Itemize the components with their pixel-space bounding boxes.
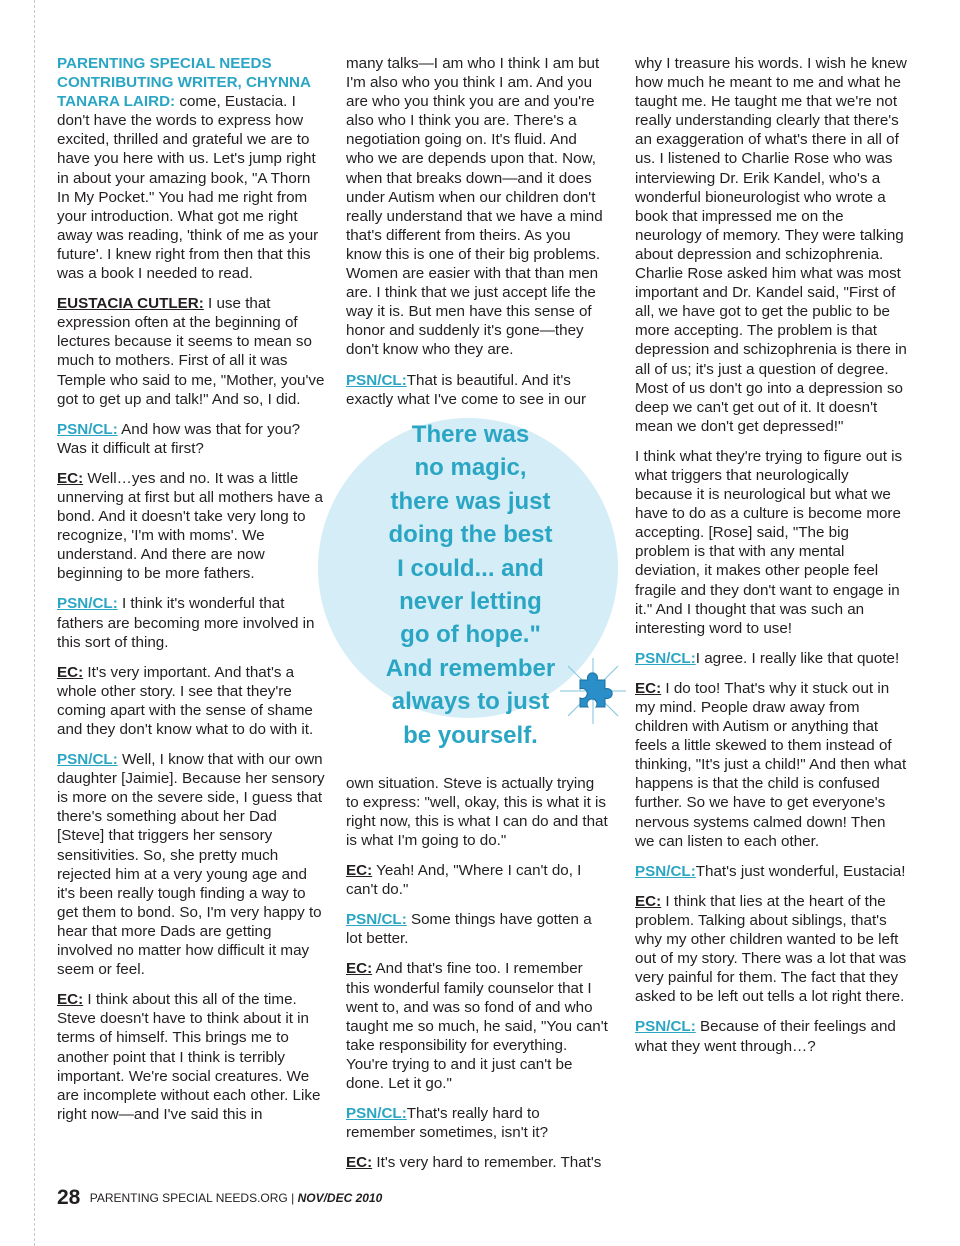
interview-paragraph <box>57 594 325 651</box>
interview-paragraph <box>346 959 608 1093</box>
footer-issue: NOV/DEC 2010 <box>297 1191 383 1205</box>
speaker-label: PSN/CL: <box>635 1018 696 1036</box>
interview-paragraph <box>57 990 325 1124</box>
interview-paragraph <box>57 294 325 409</box>
interview-paragraph <box>57 420 325 458</box>
speaker-label: PSN/CL: <box>635 862 696 880</box>
pull-quote-line: always to just <box>391 688 550 716</box>
speaker-label: PSN/CL: <box>346 1105 407 1123</box>
article-column-3 <box>635 54 907 1067</box>
speaker-label: EC: <box>57 469 84 487</box>
paragraph-text: Well, I know that with our own daughter [Jaimie]. Because her sensory is more on the severe side, I guess that there's something about her Dad [Steve] that triggers her sensory sensitivities. So, she pretty much rejected him at a very young age and it's been really tough finding a way to get them to bond. So, I'm very happy to hear that more Dads are getting involved no matter how difficult it may seem or feel. <box>57 751 325 979</box>
paragraph-text: I think it's wonderful that fathers are becoming more involved in this sort of thing. <box>57 595 315 651</box>
page-footer <box>57 1186 382 1210</box>
interview-paragraph <box>635 447 907 638</box>
footer-separator: | <box>291 1191 295 1205</box>
pull-quote-line: I could... and <box>397 554 544 582</box>
speaker-label: PSN/CL: <box>57 420 118 438</box>
interview-paragraph <box>57 54 325 283</box>
speaker-label: PSN/CL: <box>57 595 118 613</box>
paragraph-text: And how was that for you? Was it difficult at first? <box>57 420 301 457</box>
pull-quote-line: never letting <box>399 588 542 616</box>
interview-paragraph <box>346 371 608 409</box>
paragraph-text: Well…yes and no. It was a little unnerving at first but all mothers have a bond. And it doesn't take very long to recognize, 'I'm with moms'. We understand. And there are now beginning to be more fathers. <box>57 469 323 583</box>
speaker-label: EC: <box>635 679 662 697</box>
speaker-label: EC: <box>635 892 662 910</box>
pull-quote-line: no magic, <box>414 454 527 482</box>
pull-quote-line: there was just <box>390 487 551 515</box>
pull-quote <box>318 418 618 748</box>
interview-paragraph <box>635 649 907 668</box>
speaker-label: EC: <box>346 1154 373 1172</box>
interview-paragraph <box>635 679 907 851</box>
paragraph-text: many talks—I am who I think I am but I'm also who you think I am. And you are who you think you are and you're also who I think you are. There's a negotiation going on. It's fluid. And who we are depends upon that. Now, when that breaks down—and it does under Autism when our children don't really understand that we have a mind that's different from theirs. As you know this is one of their big problems. Women are easier with that than men are. I think that we just accept life the way it is. But men have this sense of honor and suddenly it's gone—they don't know who they are. <box>346 55 603 359</box>
paragraph-text: own situation. Steve is actually trying to express: "well, okay, this is what it is right now, this is what I can do and that is what I'm going to do." <box>346 774 608 849</box>
paragraph-text: Because of their feelings and what they went through…? <box>635 1018 896 1055</box>
interview-paragraph <box>57 469 325 584</box>
speaker-label: PSN/CL: <box>346 371 407 389</box>
paragraph-text: Yeah! And, "Where I can't do, I can't do." <box>346 862 582 899</box>
speaker-label: EC: <box>57 663 84 681</box>
pull-quote-text <box>318 418 623 752</box>
article-column-1 <box>57 54 325 1135</box>
paragraph-text: Some things have gotten a lot better. <box>346 911 592 948</box>
footer-site: PARENTING SPECIAL NEEDS.ORG <box>89 1191 288 1205</box>
paragraph-text: That's really hard to remember sometimes, isn't it? <box>346 1105 549 1142</box>
paragraph-text: I think about this all of the time. Steve doesn't have to think about it in terms of himself. This brings me to another point that I think is terribly important. We're social creatures. We are incomplete without each other. Like right now—and I've said this in <box>57 991 321 1123</box>
speaker-label: EUSTACIA CUTLER: <box>57 295 204 313</box>
pull-quote-line: go of hope." <box>400 621 541 649</box>
interview-paragraph <box>346 1104 608 1142</box>
paragraph-text: come, Eustacia. I don't have the words to express how excited, thrilled and grateful we are to have you here with us. Let's jump right in about your amazing book, "A Thorn In My Pocket." You had me right from your introduction. What got me right away was reading, 'think of me as your future'. I knew right from then that this was a book I needed to read. <box>57 93 319 283</box>
page-number: 28 <box>57 1186 81 1209</box>
page-edge-guide <box>34 0 35 1246</box>
speaker-label: EC: <box>346 862 373 880</box>
paragraph-text: I do too! That's why it stuck out in my mind. People draw away from children with Autism or anything that feels a little skewed to them instead of thinking, "It's just a child!" And then what happens is that the child is confused further. So we have to get everyone's nervous systems calmed down! Then we can listen to each other. <box>635 679 907 850</box>
paragraph-text: It's very hard to remember. That's <box>376 1154 602 1172</box>
interview-paragraph <box>346 861 608 899</box>
speaker-label: PSN/CL: <box>346 911 407 929</box>
paragraph-text: That's just wonderful, Eustacia! <box>695 862 906 880</box>
speaker-label: PSN/CL: <box>635 649 696 667</box>
paragraph-text: I agree. I really like that quote! <box>695 649 900 667</box>
speaker-label: PARENTING SPECIAL NEEDS CONTRIBUTING WRITER, CHYNNA TANARA LAIRD: <box>57 55 311 111</box>
interview-paragraph <box>57 750 325 979</box>
pull-quote-line: There was <box>411 421 530 448</box>
interview-paragraph <box>346 910 608 948</box>
pull-quote-line: be yourself. <box>403 721 538 749</box>
paragraph-text: That is beautiful. And it's exactly what I've come to see in our <box>346 371 587 408</box>
speaker-label: PSN/CL: <box>57 751 118 769</box>
paragraph-text: I think that lies at the heart of the problem. Talking about siblings, that's why my other children wanted to be left out of my story. There was a lot that was very painful for them. The fact that they asked to be left out tells a lot right there. <box>635 892 907 1006</box>
paragraph-text: I think what they're trying to figure out is what triggers that neurologically because it is neurological but what we have to do as a culture is become more accepting. [Rose] said, "The big problem is that with any mental deviation, it makes other people feel fragile and they don't want to engage in it." And I thought that was such an interesting word to use! <box>635 447 903 637</box>
interview-paragraph <box>57 663 325 739</box>
paragraph-text: It's very important. And that's a whole other story. I see that they're coming apart with the sense of shame and they don't know what to do with it. <box>57 663 314 738</box>
interview-paragraph <box>346 54 608 360</box>
speaker-label: EC: <box>346 960 373 978</box>
paragraph-text: why I treasure his words. I wish he knew how much he meant to me and what he taught me. He taught me that we're not really understanding clearly that there's an exaggeration of what's there in all of us. I listened to Charlie Rose who was interviewing Dr. Erik Kandel, who's a wonderful bioneurologist who wrote a book that impressed me on the neurology of memory. They were talking about depression and schizophrenia. Charlie Rose asked him what was most important and Dr. Kandel said, "First of all, we have got to get the public to be more accepting. The problem is that depression and schizophrenia is there in all of us; it's just a question of degree. Most of us don't go into a depression so deep we can't get out of it. It doesn't mean we don't get depressed!" <box>635 55 907 435</box>
interview-paragraph <box>635 1017 907 1055</box>
paragraph-text: I use that expression often at the beginning of lectures because it seems to mean so much to mothers. First of all it was Temple who said to me, "Mother, you've got to get up and talk!" And so, I did. <box>57 295 325 408</box>
pull-quote-line: And remember <box>385 654 556 682</box>
speaker-label: EC: <box>57 991 84 1009</box>
interview-paragraph <box>635 54 907 436</box>
interview-paragraph <box>635 862 907 881</box>
pull-quote-line: doing the best <box>388 521 553 549</box>
paragraph-text: And that's fine too. I remember this wonderful family counselor that I went to, and was so fond of and who taught me so much, he said, "You can't take responsibility for everything. You're trying to and it just can't be done. Let it go." <box>346 960 608 1092</box>
interview-paragraph <box>346 1153 608 1172</box>
interview-paragraph <box>346 774 608 850</box>
interview-paragraph <box>635 892 907 1007</box>
